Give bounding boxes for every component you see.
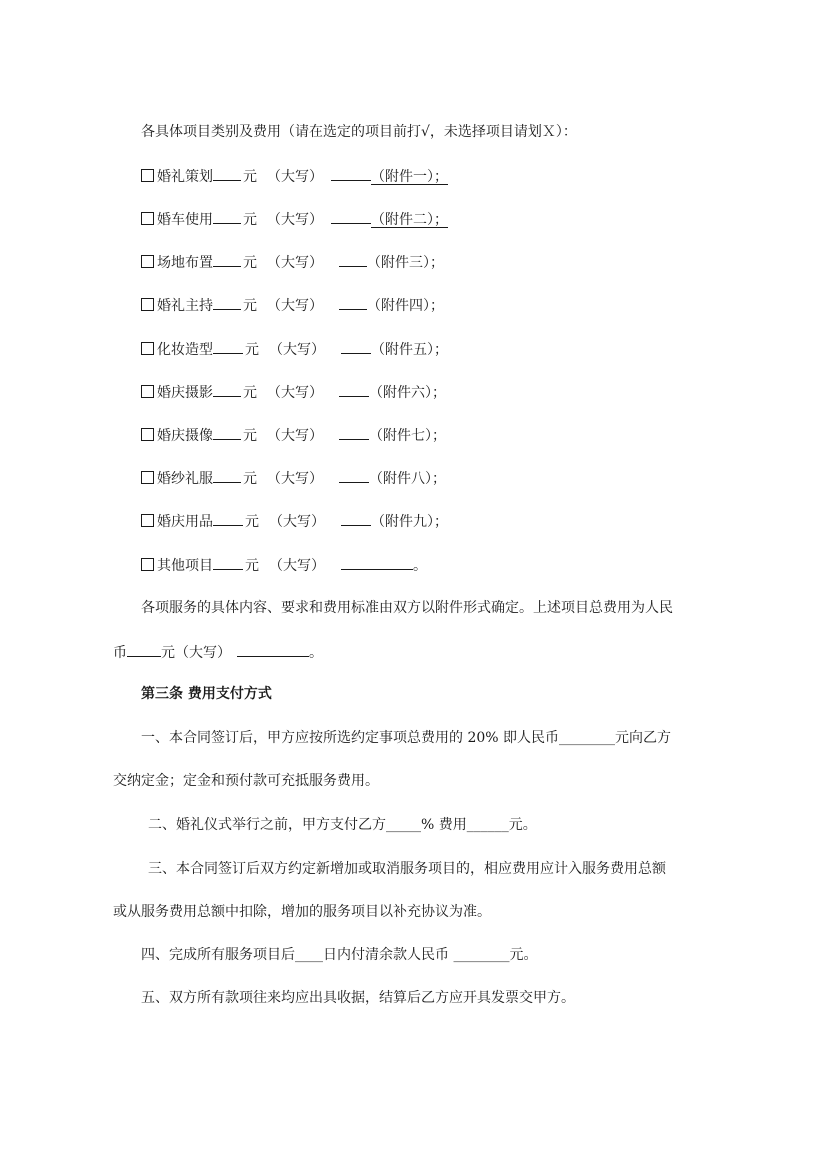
amount-blank[interactable] [213, 554, 243, 570]
payment-clause-1-line-2: 交纳定金；定金和预付款可充抵服务费用。 [113, 773, 379, 789]
daxie-blank[interactable] [339, 424, 369, 440]
payment-clause-2: 二、婚礼仪式举行之前，甲方支付乙方_____% 费用______元。 [148, 817, 537, 833]
item-row-photography: 婚庆摄影 元 （大写） （附件六）； [141, 381, 446, 403]
daxie-blank[interactable] [339, 381, 369, 397]
item-row-other: 其他项目 元 （大写） 。 [141, 554, 427, 576]
item-row-venue-decoration: 场地布置 元 （大写） （附件三）； [141, 251, 444, 273]
amount-blank[interactable] [213, 510, 243, 526]
annex-label: 。 [413, 558, 427, 574]
daxie-blank[interactable] [341, 510, 371, 526]
daxie-blank[interactable] [341, 554, 413, 570]
annex-label: （附件九）； [371, 514, 448, 530]
payment-clause-3-line-1: 三、本合同签订后双方约定新增加或取消服务项目的，相应费用应计入服务费用总额 [148, 861, 666, 877]
checkbox[interactable] [141, 169, 154, 182]
daxie-blank[interactable] [341, 338, 371, 354]
amount-blank[interactable] [213, 251, 241, 267]
amount-blank[interactable] [213, 424, 241, 440]
annex-label: （附件六）； [369, 385, 446, 401]
annex-label: （附件四）； [367, 298, 444, 314]
daxie-blank[interactable] [331, 208, 371, 224]
items-intro: 各具体项目类别及费用（请在选定的项目前打√，未选择项目请划Ｘ）： [141, 124, 577, 140]
checkbox[interactable] [141, 298, 154, 311]
annex-label: （附件二）； [371, 212, 448, 228]
total-amount-blank[interactable] [127, 641, 161, 657]
item-row-videography: 婚庆摄像 元 （大写） （附件七）； [141, 424, 446, 446]
total-daxie-blank[interactable] [237, 641, 309, 657]
checkbox[interactable] [141, 471, 154, 484]
daxie-blank[interactable] [339, 251, 367, 267]
amount-blank[interactable] [213, 381, 241, 397]
daxie-blank[interactable] [339, 294, 367, 310]
checkbox[interactable] [141, 514, 154, 527]
annex-label: （附件八）； [369, 471, 446, 487]
item-row-wedding-car: 婚车使用 元 （大写） （附件二）； [141, 208, 448, 230]
section3-title: 第三条 费用支付方式 [141, 686, 272, 702]
checkbox[interactable] [141, 342, 154, 355]
amount-blank[interactable] [213, 467, 241, 483]
item-row-wedding-supplies: 婚庆用品 元 （大写） （附件九）； [141, 510, 448, 532]
daxie-blank[interactable] [331, 165, 371, 181]
summary-line-1: 各项服务的具体内容、要求和费用标准由双方以附件形式确定。上述项目总费用为人民 [141, 600, 673, 616]
item-row-wedding-dress: 婚纱礼服 元 （大写） （附件八）； [141, 467, 446, 489]
payment-clause-5: 五、双方所有款项往来均应出具收据，结算后乙方应开具发票交甲方。 [141, 990, 575, 1006]
checkbox[interactable] [141, 558, 154, 571]
checkbox[interactable] [141, 255, 154, 268]
daxie-blank[interactable] [339, 467, 369, 483]
item-row-wedding-planning: 婚礼策划 元 （大写） （附件一）； [141, 165, 448, 187]
amount-blank[interactable] [213, 294, 241, 310]
item-row-wedding-host: 婚礼主持 元 （大写） （附件四）； [141, 294, 444, 316]
summary-line-2: 币 元（大写） 。 [113, 641, 323, 663]
annex-label: （附件三）； [367, 255, 444, 271]
amount-blank[interactable] [213, 165, 241, 181]
checkbox[interactable] [141, 428, 154, 441]
item-row-makeup: 化妆造型 元 （大写） （附件五）； [141, 338, 448, 360]
payment-clause-1-line-1: 一、本合同签订后，甲方应按所选约定事项总费用的 20% 即人民币________元向乙方 [141, 730, 672, 746]
annex-label: （附件五）； [371, 342, 448, 358]
payment-clause-3-line-2: 或从服务费用总额中扣除，增加的服务项目以补充协议为准。 [113, 904, 491, 920]
checkbox[interactable] [141, 212, 154, 225]
annex-label: （附件一）； [371, 169, 448, 185]
annex-label: （附件七）； [369, 428, 446, 444]
payment-clause-4: 四、完成所有服务项目后____日内付清余款人民币 ________元。 [141, 947, 538, 963]
amount-blank[interactable] [213, 208, 241, 224]
checkbox[interactable] [141, 385, 154, 398]
amount-blank[interactable] [213, 338, 243, 354]
